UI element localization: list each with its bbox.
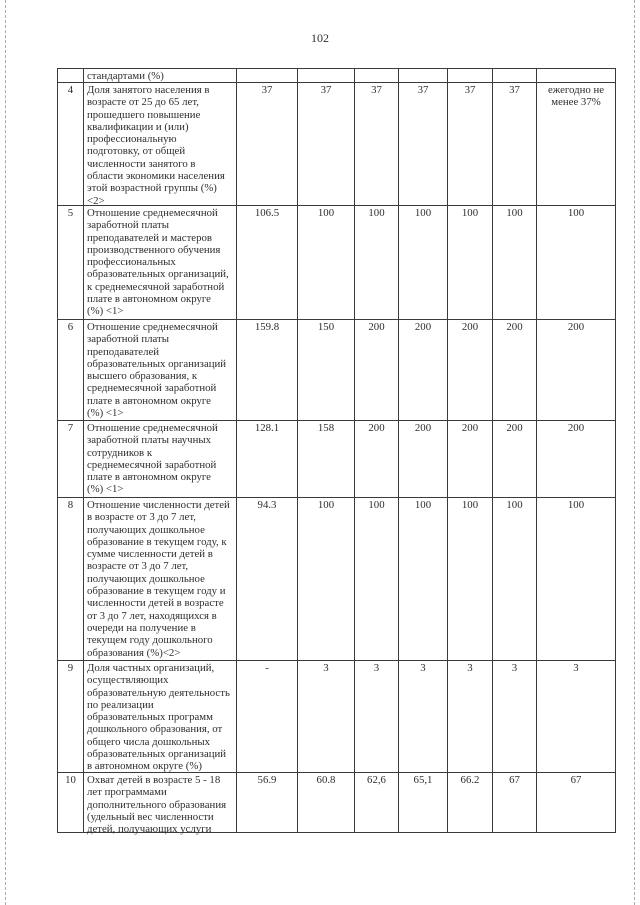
scan-edge-left xyxy=(5,0,6,905)
indicator-description: Доля частных организаций, осуществляющих образовательную деятельность по реализации образовательных программ дошкольного образования, от общего числа дошкольных образовательных организаций в автономном округе (%) xyxy=(84,661,237,773)
value-cell: 100 xyxy=(448,206,493,320)
value-cell: 100 xyxy=(448,498,493,661)
row-number: 5 xyxy=(58,206,84,320)
target-value-cell: ежегодно не менее 37% xyxy=(537,83,616,206)
value-cell: 200 xyxy=(399,320,448,421)
value-cell: 37 xyxy=(448,83,493,206)
value-cell: 100 xyxy=(355,498,399,661)
value-cell: 65,1 xyxy=(399,773,448,833)
value-cell: 3 xyxy=(355,661,399,773)
page-number: 102 xyxy=(311,31,329,45)
value-cell xyxy=(237,69,298,83)
value-cell: 3 xyxy=(448,661,493,773)
scan-edge-right xyxy=(634,0,635,905)
value-cell xyxy=(537,69,616,83)
value-cell: 37 xyxy=(493,83,537,206)
value-cell: 37 xyxy=(355,83,399,206)
indicator-description: Охват детей в возрасте 5 - 18 лет программами дополнительного образования (удельный вес численности детей, получающих услуги xyxy=(84,773,237,833)
row-number: 9 xyxy=(58,661,84,773)
value-cell: 62,6 xyxy=(355,773,399,833)
indicator-description: стандартами (%) xyxy=(84,69,237,83)
value-cell: 200 xyxy=(448,320,493,421)
value-cell: - xyxy=(237,661,298,773)
value-cell: 37 xyxy=(298,83,355,206)
value-cell: 200 xyxy=(399,421,448,498)
value-cell: 60.8 xyxy=(298,773,355,833)
target-value-cell: 200 xyxy=(537,421,616,498)
value-cell: 100 xyxy=(399,498,448,661)
value-cell: 56.9 xyxy=(237,773,298,833)
target-value-cell: 67 xyxy=(537,773,616,833)
row-number: 8 xyxy=(58,498,84,661)
value-cell: 200 xyxy=(448,421,493,498)
value-cell: 66.2 xyxy=(448,773,493,833)
indicator-description: Отношение среднемесячной заработной платы преподавателей образовательных организаций высшего образования, к среднемесячной заработной плате в автономном округе (%) <1> xyxy=(84,320,237,421)
value-cell: 200 xyxy=(493,320,537,421)
value-cell: 100 xyxy=(493,206,537,320)
value-cell xyxy=(355,69,399,83)
target-value-cell: 100 xyxy=(537,498,616,661)
value-cell: 100 xyxy=(355,206,399,320)
value-cell: 106.5 xyxy=(237,206,298,320)
target-value-cell: 200 xyxy=(537,320,616,421)
value-cell: 100 xyxy=(298,498,355,661)
value-cell: 100 xyxy=(399,206,448,320)
row-number: 7 xyxy=(58,421,84,498)
value-cell xyxy=(298,69,355,83)
value-cell: 158 xyxy=(298,421,355,498)
value-cell: 100 xyxy=(493,498,537,661)
value-cell: 150 xyxy=(298,320,355,421)
value-cell: 100 xyxy=(298,206,355,320)
value-cell xyxy=(493,69,537,83)
value-cell: 67 xyxy=(493,773,537,833)
value-cell: 94.3 xyxy=(237,498,298,661)
value-cell: 200 xyxy=(355,421,399,498)
target-value-cell: 100 xyxy=(537,206,616,320)
indicator-description: Отношение численности детей в возрасте от 3 до 7 лет, получающих дошкольное образование в текущем году, к сумме численности детей в возрасте от 3 до 7 лет, получающих дошкольное образование в текущем году и численности детей в возрасте от 3 до 7 лет, находящихся в очереди на получение в текущем году дошкольного образования (%)<2> xyxy=(84,498,237,661)
row-number: 4 xyxy=(58,83,84,206)
value-cell: 3 xyxy=(298,661,355,773)
value-cell: 159.8 xyxy=(237,320,298,421)
row-number xyxy=(58,69,84,83)
value-cell: 37 xyxy=(237,83,298,206)
indicator-description: Отношение среднемесячной заработной платы научных сотрудников к среднемесячной заработной плате в автономном округе (%) <1> xyxy=(84,421,237,498)
value-cell xyxy=(399,69,448,83)
value-cell: 128.1 xyxy=(237,421,298,498)
row-number: 6 xyxy=(58,320,84,421)
row-number: 10 xyxy=(58,773,84,833)
value-cell: 37 xyxy=(399,83,448,206)
indicator-description: Отношение среднемесячной заработной платы преподавателей и мастеров производственного обучения профессиональных образовательных организаций, к среднемесячной заработной плате в автономном округе (%) <1> xyxy=(84,206,237,320)
indicator-description: Доля занятого населения в возрасте от 25 до 65 лет, прошедшего повышение квалификации и (или) профессиональную подготовку, от общей численности занятого в области экономики населения этой возрастной группы (%) <2> xyxy=(84,83,237,206)
indicator-table xyxy=(57,68,616,836)
value-cell: 3 xyxy=(493,661,537,773)
target-value-cell: 3 xyxy=(537,661,616,773)
value-cell: 3 xyxy=(399,661,448,773)
value-cell xyxy=(448,69,493,83)
value-cell: 200 xyxy=(493,421,537,498)
value-cell: 200 xyxy=(355,320,399,421)
